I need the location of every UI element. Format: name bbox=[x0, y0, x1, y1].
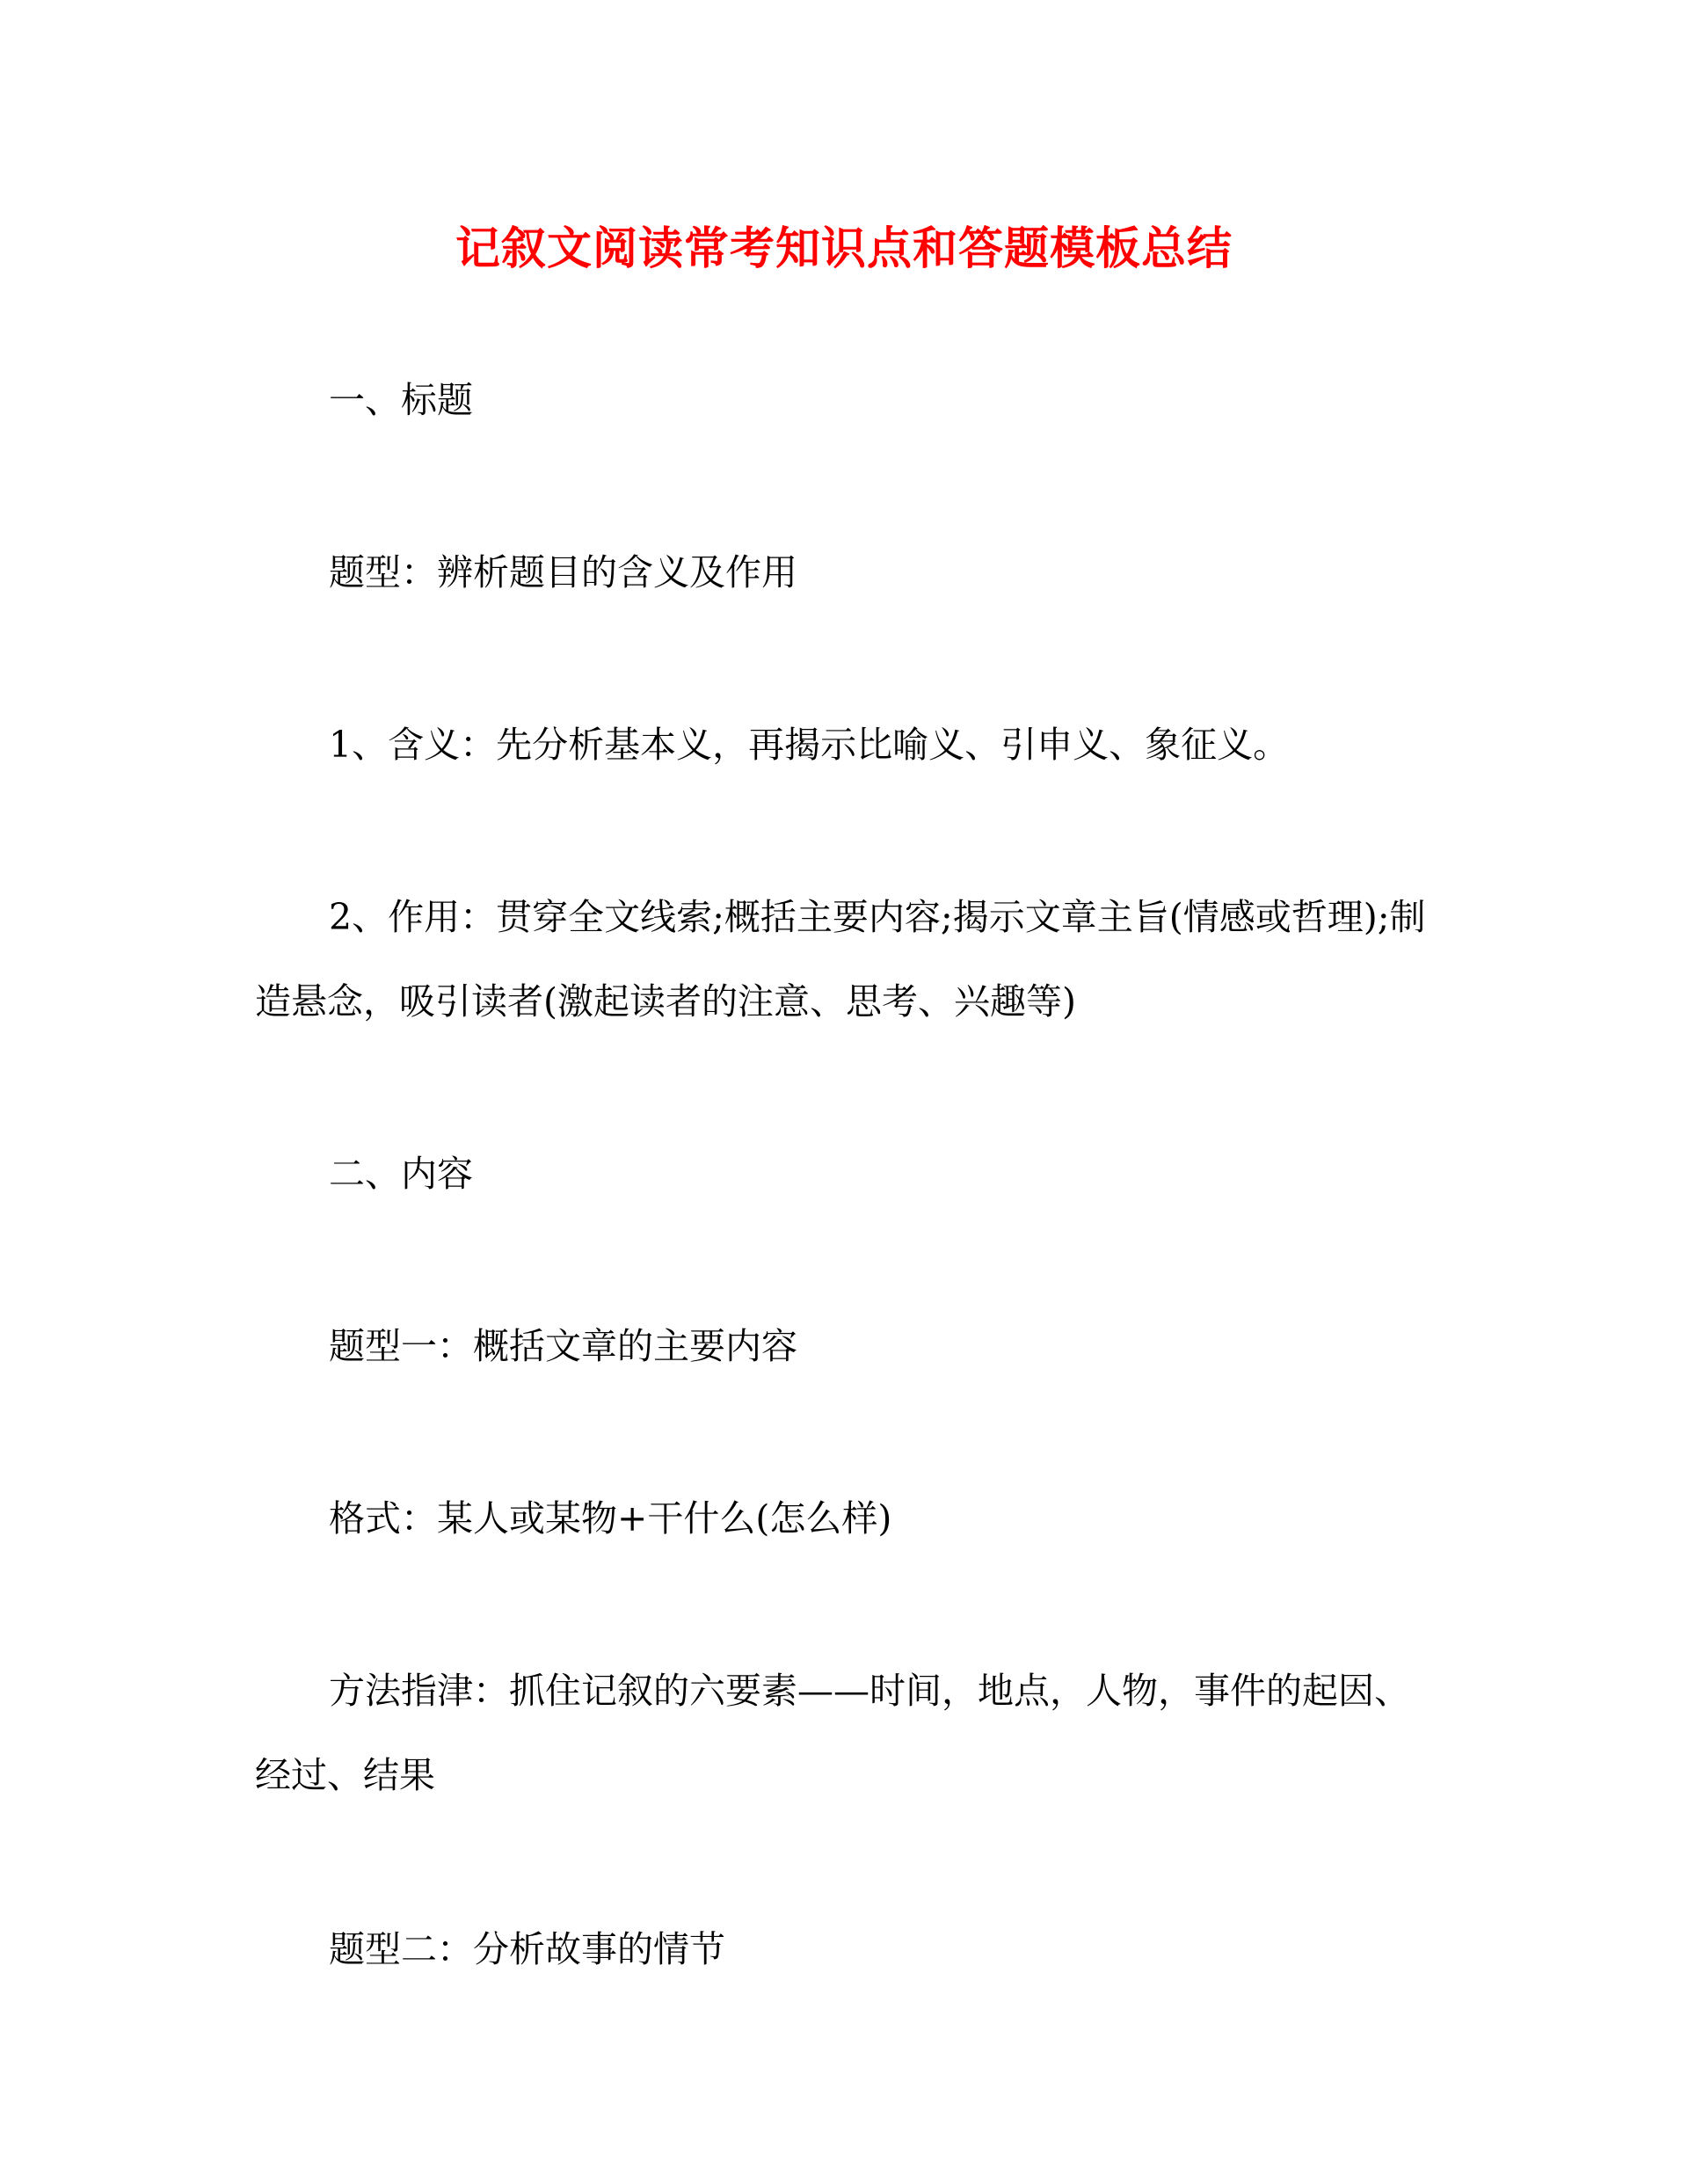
document-title: 记叙文阅读常考知识点和答题模板总结 bbox=[455, 222, 1233, 275]
question-type-one-paragraph: 题型一：概括文章的主要内容 bbox=[329, 1325, 797, 1367]
meaning-paragraph: 1、含义：先分析基本义，再揭示比喻义、引申义、象征义。 bbox=[329, 724, 1290, 766]
function-paragraph: 2、作用：贯穿全文线索;概括主要内容;揭示文章主旨(情感或哲理);制造悬念，吸引读者(激起读者的注意、思考、兴趣等) bbox=[255, 896, 1426, 1023]
section-heading-title: 一、标题 bbox=[329, 379, 473, 421]
method-paragraph: 方法指津：抓住记叙的六要素——时间，地点，人物，事件的起因、经过、结果 bbox=[255, 1670, 1410, 1796]
question-type-paragraph: 题型：辨析题目的含义及作用 bbox=[329, 551, 797, 593]
question-type-two-paragraph: 题型二：分析故事的情节 bbox=[329, 1928, 725, 1970]
format-paragraph: 格式：某人或某物+干什么(怎么样) bbox=[329, 1497, 892, 1540]
section-heading-content: 二、内容 bbox=[329, 1153, 473, 1195]
